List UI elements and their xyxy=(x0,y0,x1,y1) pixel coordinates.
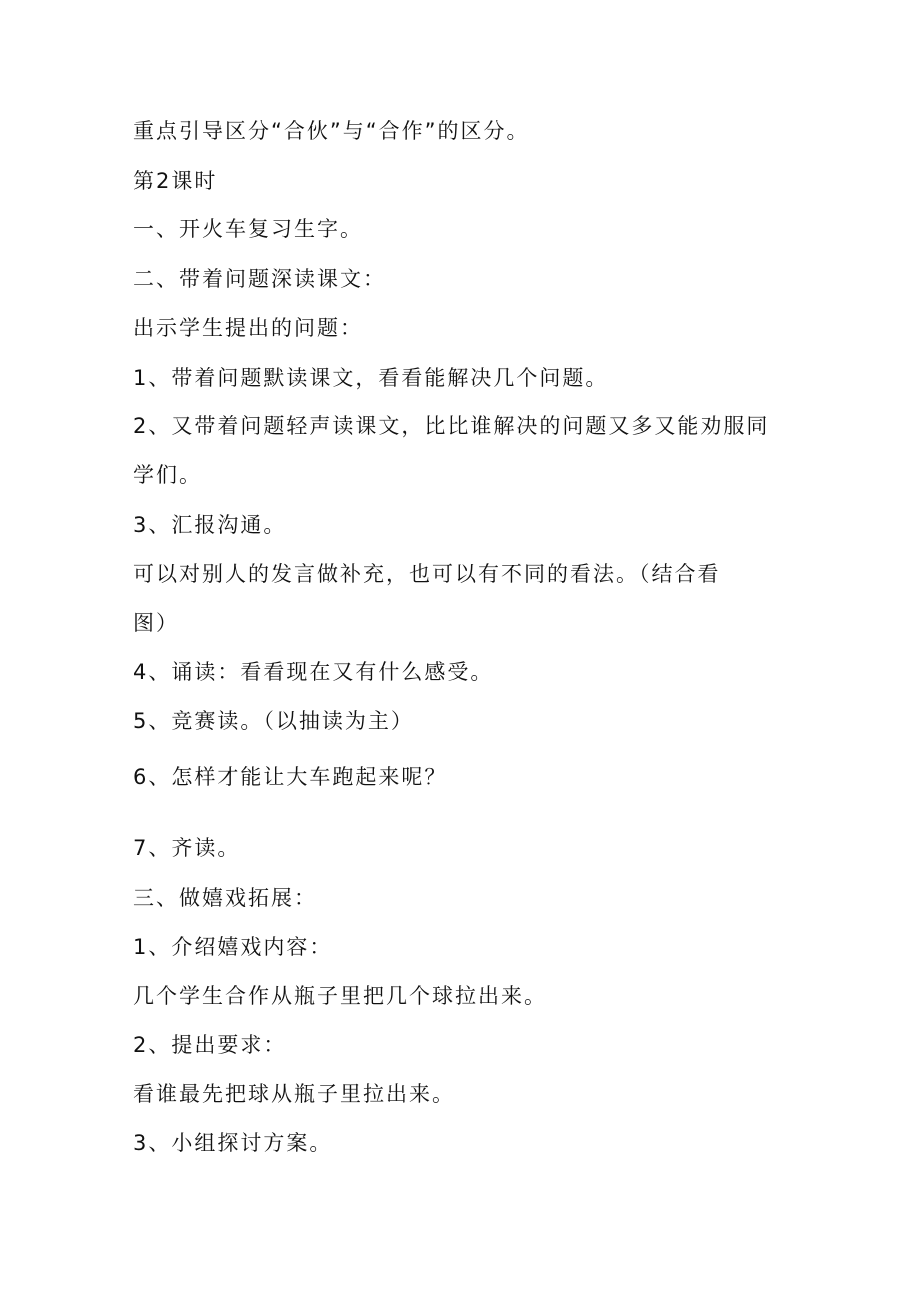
text-line: 图） xyxy=(133,611,179,635)
text-line: 三、做嬉戏拓展： xyxy=(133,886,317,910)
text-line: 1、带着问题默读课文，看看能解决几个问题。 xyxy=(133,366,609,390)
text-line: 一、开火车复习生字。 xyxy=(133,217,363,241)
text-line: 3、汇报沟通。 xyxy=(133,513,287,537)
text-line: 6、怎样才能让大车跑起来呢？ xyxy=(133,765,448,789)
text-line: 1、介绍嬉戏内容： xyxy=(133,935,333,959)
text-line: 2、提出要求： xyxy=(133,1033,287,1057)
text-line: 4、诵读：看看现在又有什么感受。 xyxy=(133,660,494,684)
text-line: 可以对别人的发言做补充，也可以有不同的看法。（结合看 xyxy=(133,562,721,586)
text-line: 出示学生提出的问题： xyxy=(133,316,363,340)
text-line: 看谁最先把球从瓶子里拉出来。 xyxy=(133,1082,455,1106)
text-line: 2、又带着问题轻声读课文，比比谁解决的问题又多又能劝服同 xyxy=(133,414,770,438)
text-line: 7、齐读。 xyxy=(133,836,241,860)
section-heading: 第2课时 xyxy=(133,169,218,193)
text-line: 几个学生合作从瓶子里把几个球拉出来。 xyxy=(133,984,547,1008)
text-line: 二、带着问题深读课文： xyxy=(133,267,386,291)
text-line: 学们。 xyxy=(133,463,202,487)
text-line: 3、小组探讨方案。 xyxy=(133,1131,333,1155)
text-line: 重点引导区分“合伙”与“合作”的区分。 xyxy=(133,119,530,143)
text-line: 5、竞赛读。（以抽读为主） xyxy=(133,709,414,733)
